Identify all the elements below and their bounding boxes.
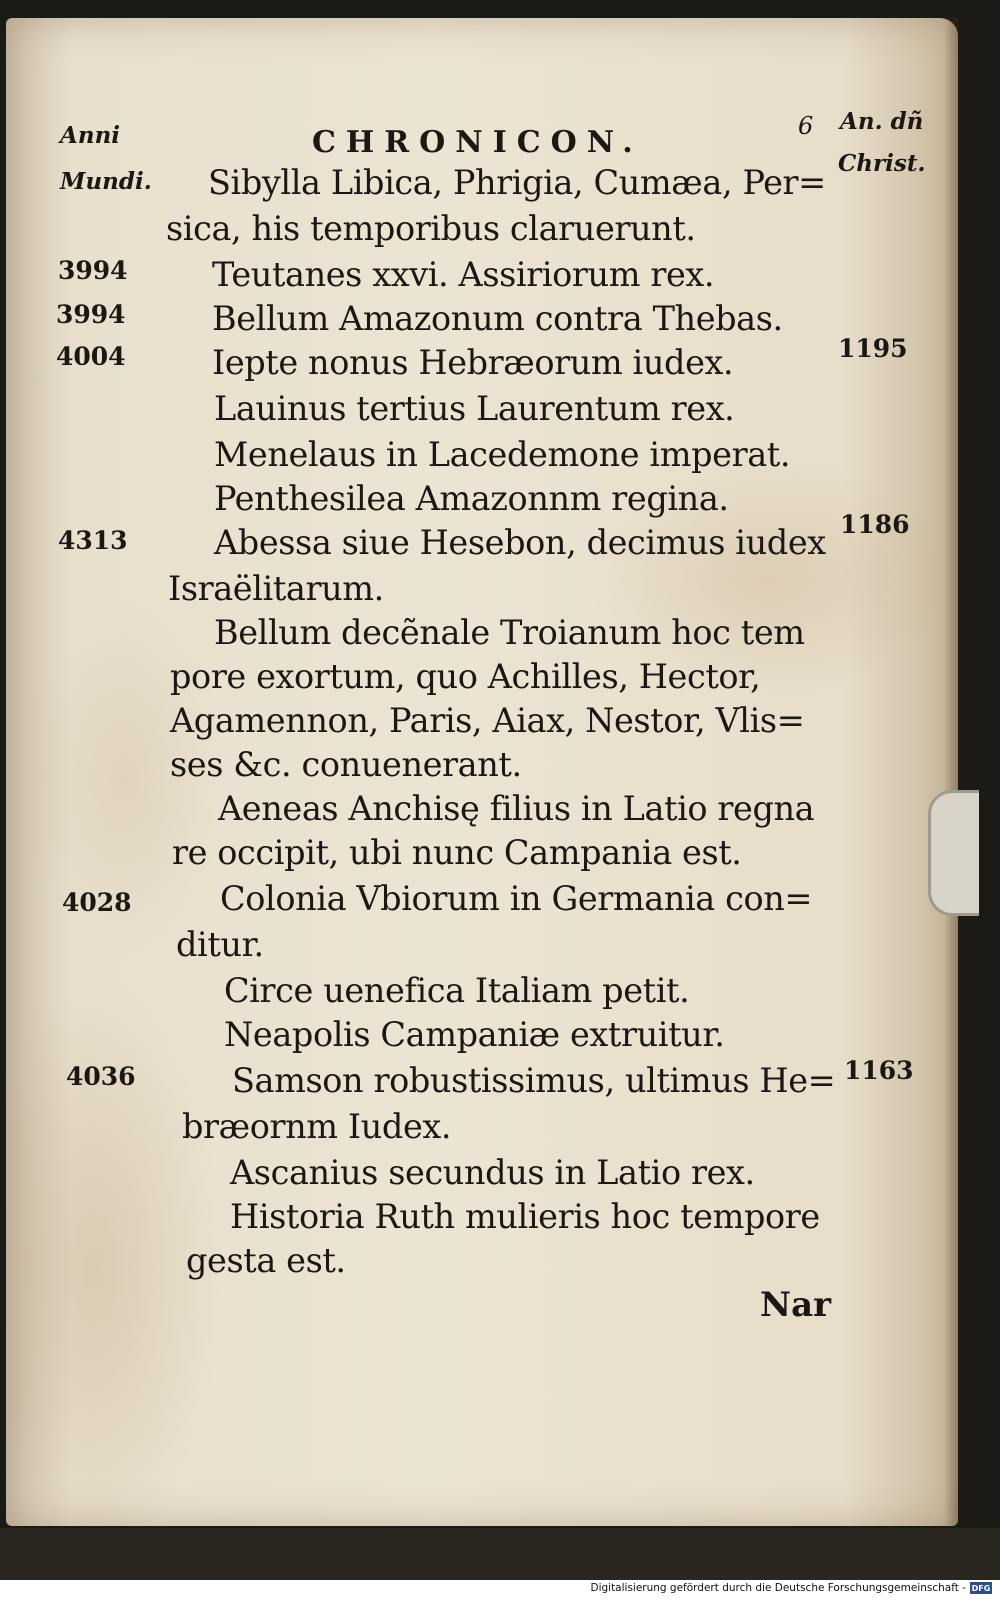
digitization-footer [590,1580,992,1596]
margin-year-mundi: 4313 [58,526,128,555]
running-title: CHRONICON. [312,125,643,160]
header-right-label-line2: Christ. [838,150,926,177]
text-line: Circe uenefica Italiam petit. [224,971,690,1010]
text-line: Menelaus in Lacedemone imperat. [214,435,791,474]
page-number: 6 [798,112,814,140]
page-clip-tab [928,790,979,916]
text-line: Aeneas Anchisę filius in Latio regna [218,789,815,828]
header-right-label-line1: An. dñ [840,108,924,135]
text-line: Iepte nonus Hebræorum iudex. [212,343,734,382]
margin-year-mundi: 4028 [62,888,132,917]
text-line: Bellum decẽnale Troianum hoc tem [214,613,805,652]
text-line: bræornm Iudex. [182,1107,452,1146]
text-line: gesta est. [186,1241,346,1280]
catchword: Nar [760,1285,832,1325]
text-line: re occipit, ubi nunc Campania est. [172,833,742,872]
text-line: Historia Ruth mulieris hoc tempore [230,1197,820,1236]
header-left-label-line1: Anni [60,122,121,149]
margin-year-christ: 1186 [840,510,910,539]
text-line: pore exortum, quo Achilles, Hector, [170,657,761,696]
margin-year-mundi: 4004 [56,342,126,371]
text-line: Neapolis Campaniæ extruitur. [224,1015,725,1054]
text-line: Bellum Amazonum contra Thebas. [212,299,783,338]
text-line: Samson robustissimus, ultimus He= [232,1061,836,1100]
page-edge-shadow [944,18,958,1526]
header-left-label-line2: Mundi. [60,168,152,195]
dfg-logo-icon: DFG [971,1583,991,1593]
margin-year-christ: 1195 [838,334,908,363]
text-line: ses &c. conuenerant. [170,745,522,784]
text-line: sica, his temporibus claruerunt. [166,209,696,248]
book-page [6,18,958,1526]
text-line: Ascanius secundus in Latio rex. [230,1153,755,1192]
text-line: Abessa siue Hesebon, decimus iudex [214,523,826,562]
text-line: Israëlitarum. [168,569,384,608]
text-line: Agamennon, Paris, Aiax, Nestor, Vlis= [170,701,805,740]
text-line: Colonia Vbiorum in Germania con= [220,879,813,918]
scan-background [0,1528,1000,1580]
margin-year-mundi: 4036 [66,1062,136,1091]
text-line: Penthesilea Amazonnm regina. [214,479,729,518]
text-line: Sibylla Libica, Phrigia, Cumæa, Per= [208,163,826,202]
text-line: Teutanes xxvi. Assiriorum rex. [212,255,715,294]
text-line: Lauinus tertius Laurentum rex. [214,389,735,428]
text-line: ditur. [176,925,264,964]
margin-year-mundi: 3994 [56,300,126,329]
footer-text: Digitalisierung gefördert durch die Deutsche Forschungsgemeinschaft - [590,1582,966,1594]
margin-year-mundi: 3994 [58,256,128,285]
margin-year-christ: 1163 [844,1056,914,1085]
